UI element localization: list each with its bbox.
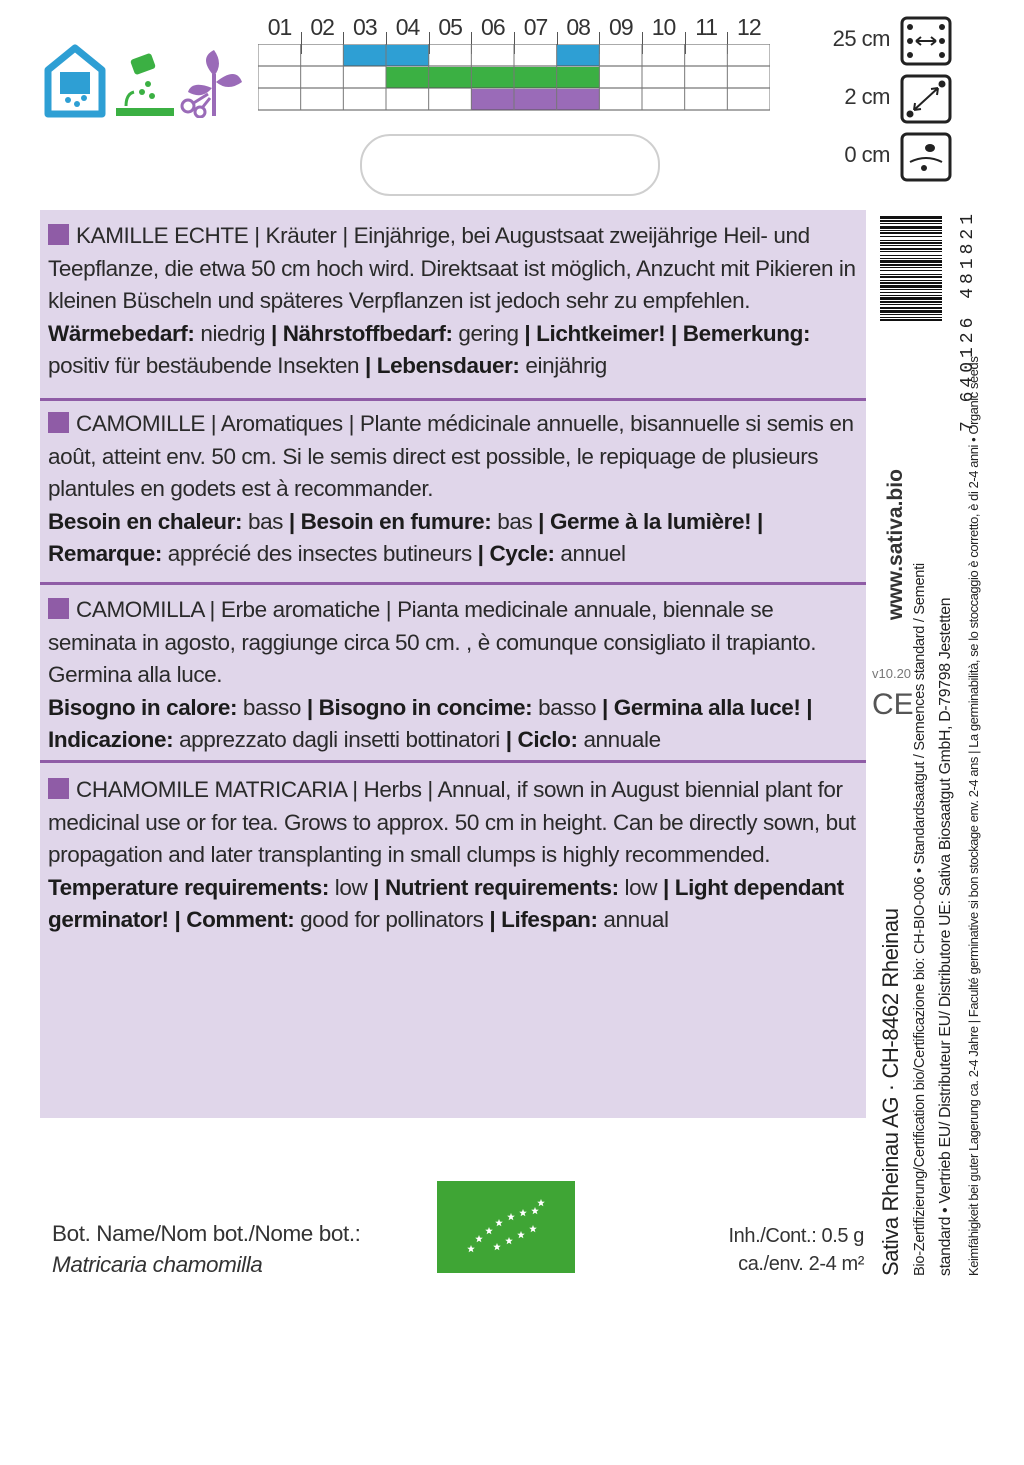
barcode-bar bbox=[880, 301, 942, 303]
hanger-hole bbox=[360, 134, 660, 196]
calendar-months bbox=[258, 14, 770, 44]
content-info bbox=[728, 1222, 864, 1278]
row-spacing-icon bbox=[900, 16, 952, 66]
section-divider bbox=[40, 760, 866, 763]
barcode-bar bbox=[880, 255, 942, 256]
attribute-separator: | bbox=[518, 320, 537, 346]
attribute-value: gering bbox=[452, 320, 519, 346]
calendar-cell-harvest bbox=[471, 89, 514, 110]
barcode bbox=[880, 214, 942, 422]
attribute-key: Light dependant germinator! bbox=[48, 874, 844, 932]
section-german bbox=[48, 220, 860, 383]
attribute-separator: | bbox=[168, 907, 187, 932]
botanical-name: Matricaria chamomilla bbox=[52, 1252, 263, 1277]
section-description bbox=[48, 408, 860, 506]
attribute-value: good for pollinators bbox=[294, 907, 484, 932]
section-italian bbox=[48, 594, 860, 757]
barcode-bar bbox=[880, 226, 942, 229]
botanical-label: Bot. Name/Nom bot./Nome bot.: bbox=[52, 1221, 361, 1246]
attribute-key: Germina alla luce! bbox=[613, 694, 801, 720]
month-label: 06 bbox=[481, 14, 505, 40]
section-text: | Aromatiques | Plante médicinale annuelle, bisannuelle si semis en août, atteint env. 50 cm. Si le semis direct est possible, le repiquage de plusieurs plantules en godets est à recommander. bbox=[48, 411, 854, 501]
calendar-cell-direct-sow bbox=[386, 67, 429, 88]
barcode-bar bbox=[880, 307, 942, 309]
attribute-value: apprécié des insectes butineurs bbox=[161, 541, 472, 566]
section-title: CHAMOMILE MATRICARIA bbox=[76, 777, 347, 802]
distributor-line: standard • Vertrieb EU/ Distributeur EU/ Distributore UE: Sativa Biosaatgut GmbH, D-79798 Jestetten bbox=[937, 597, 954, 1276]
barcode-bar bbox=[880, 280, 942, 281]
calendar-cell-sow-indoors bbox=[557, 45, 600, 66]
barcode-bar bbox=[880, 270, 942, 271]
square-bullet-icon bbox=[48, 224, 69, 245]
barcode-bar bbox=[880, 245, 942, 246]
calendar-cell-sow-indoors bbox=[386, 45, 429, 66]
attribute-key: Ciclo: bbox=[517, 727, 578, 752]
sowing-depth-icon bbox=[900, 132, 952, 182]
section-divider bbox=[40, 398, 866, 401]
attribute-key: Cycle: bbox=[489, 541, 555, 566]
content-weight: Inh./Cont.: 0.5 g bbox=[728, 1225, 864, 1247]
attribute-separator: | bbox=[265, 320, 283, 346]
barcode-bar bbox=[880, 289, 942, 290]
attribute-value: annual bbox=[597, 907, 669, 932]
attribute-value: positiv für bestäubende Insekten bbox=[48, 353, 360, 378]
section-divider bbox=[40, 582, 866, 585]
row-spacing-label: 25 cm bbox=[832, 26, 890, 51]
calendar-cell-harvest bbox=[514, 89, 557, 110]
description-panel bbox=[40, 210, 866, 1118]
attribute-value: annuel bbox=[554, 541, 626, 566]
calendar-grid bbox=[258, 44, 770, 126]
section-description bbox=[48, 594, 860, 692]
barcode-bar bbox=[880, 314, 942, 315]
barcode-bar bbox=[880, 232, 942, 234]
square-bullet-icon bbox=[48, 412, 69, 433]
calendar-cell-direct-sow bbox=[514, 67, 557, 88]
attribute-key: Nährstoffbedarf: bbox=[282, 320, 453, 346]
section-french bbox=[48, 408, 860, 571]
sowing-depth-label: 0 cm bbox=[844, 142, 890, 167]
barcode-bar bbox=[880, 292, 942, 293]
attribute-value: apprezzato dagli insetti bottinatori bbox=[173, 727, 500, 752]
month-label: 03 bbox=[353, 14, 377, 40]
attribute-separator: | bbox=[367, 874, 385, 900]
attribute-key: Lebensdauer: bbox=[376, 353, 520, 378]
square-bullet-icon bbox=[48, 778, 69, 799]
attribute-key: Nutrient requirements: bbox=[384, 874, 619, 900]
attribute-separator: | bbox=[359, 353, 377, 378]
barcode-bar bbox=[880, 295, 942, 296]
plant-spacing-icon bbox=[900, 74, 952, 124]
month-label: 12 bbox=[737, 14, 761, 40]
attribute-separator: | bbox=[596, 694, 614, 720]
attribute-value: low bbox=[328, 874, 368, 900]
plant-spacing-label: 2 cm bbox=[844, 84, 890, 109]
attribute-separator: | bbox=[471, 541, 490, 566]
row-spacing bbox=[830, 16, 1020, 66]
attribute-separator: | bbox=[657, 874, 675, 900]
attribute-value: bas bbox=[242, 508, 284, 534]
section-text: | Kräuter | Einjährige, bei Augustsaat zweijährige Heil- und Teepflanze, die etwa 50 cm hoch wird. Direktsaat ist möglich, Anzucht mit Pikieren in kleinen Büscheln und späteres Verpflanzen ist jedoch sehr zu empfehlen. bbox=[48, 223, 856, 313]
section-attributes bbox=[48, 692, 860, 757]
month-label: 09 bbox=[609, 14, 633, 40]
barcode-bar bbox=[880, 230, 942, 231]
barcode-bar bbox=[880, 276, 942, 278]
calendar-cell-sow-indoors bbox=[343, 45, 386, 66]
company-address: Sativa Rheinau AG · CH-8462 Rheinau bbox=[878, 908, 903, 1276]
website: www.sativa.bio bbox=[884, 469, 907, 620]
barcode-bar bbox=[880, 317, 942, 318]
attribute-separator: | bbox=[483, 907, 502, 932]
calendar-cell-harvest bbox=[557, 89, 600, 110]
month-label: 10 bbox=[651, 14, 676, 40]
barcode-bar bbox=[880, 310, 942, 313]
month-label: 05 bbox=[438, 14, 462, 40]
barcode-bar bbox=[880, 274, 942, 275]
barcode-bar bbox=[880, 282, 942, 284]
barcode-bar bbox=[880, 240, 942, 241]
attribute-key: Temperature requirements: bbox=[48, 874, 329, 900]
sowing-calendar bbox=[258, 14, 770, 44]
section-text: | Herbs | Annual, if sown in August biennial plant for medicinal use or for tea. Grows to approx. 50 cm in height. Can be directly sown, but propagation and later transplanting in small clumps is highly recommended. bbox=[48, 777, 856, 867]
barcode-bar bbox=[880, 220, 942, 222]
section-title: CAMOMILLA bbox=[76, 597, 204, 622]
attribute-key: Comment: bbox=[186, 907, 295, 932]
attribute-separator: | bbox=[800, 694, 813, 720]
barcode-bar bbox=[880, 260, 942, 263]
month-label: 11 bbox=[695, 14, 718, 40]
attribute-key: Germe à la lumière! bbox=[549, 508, 752, 534]
barcode-bar bbox=[880, 267, 942, 268]
attribute-separator: | bbox=[283, 508, 301, 534]
attribute-separator: | bbox=[532, 508, 550, 534]
attribute-value: einjährig bbox=[519, 353, 607, 378]
attribute-separator: | bbox=[300, 694, 319, 720]
attribute-value: low bbox=[618, 874, 658, 900]
attribute-key: Bisogno in concime: bbox=[318, 694, 533, 720]
month-label: 01 bbox=[267, 14, 292, 40]
barcode-bar bbox=[880, 251, 942, 252]
version-label: v10.20 bbox=[872, 666, 912, 681]
barcode-bar bbox=[880, 264, 942, 266]
attribute-separator: | bbox=[499, 727, 518, 752]
attribute-key: Indicazione: bbox=[48, 727, 174, 752]
harvest-scissors-icon bbox=[178, 46, 244, 118]
plant-spacing bbox=[830, 74, 1020, 124]
barcode-bar bbox=[880, 216, 942, 219]
section-description bbox=[48, 774, 860, 872]
month-label: 04 bbox=[395, 14, 420, 40]
section-attributes bbox=[48, 318, 860, 383]
attribute-key: Bemerkung: bbox=[682, 320, 811, 346]
barcode-bar bbox=[880, 223, 942, 224]
attribute-key: Wärmebedarf: bbox=[48, 320, 195, 346]
barcode-bar bbox=[880, 248, 942, 250]
attribute-value: basso bbox=[532, 694, 597, 720]
attribute-value: bas bbox=[491, 508, 533, 534]
botanical-name-block bbox=[52, 1218, 361, 1280]
section-text: | Erbe aromatiche | Pianta medicinale annuale, biennale se seminata in agosto, raggiunge circa 50 cm. , è comunque consigliato il trapianto. Germina alla luce. bbox=[48, 597, 817, 687]
month-label: 08 bbox=[566, 14, 590, 40]
barcode-number: 7 640126 481821 bbox=[958, 209, 978, 432]
coverage-area: ca./env. 2-4 m² bbox=[738, 1253, 864, 1275]
attribute-key: Remarque: bbox=[48, 541, 162, 566]
ce-mark: CE bbox=[872, 688, 914, 721]
section-title: CAMOMILLE bbox=[76, 411, 205, 436]
eu-organic-logo bbox=[437, 1181, 575, 1273]
calendar-cell-direct-sow bbox=[557, 67, 600, 88]
square-bullet-icon bbox=[48, 598, 69, 619]
attribute-value: niedrig bbox=[194, 320, 266, 346]
section-english bbox=[48, 774, 860, 937]
attribute-value: annuale bbox=[577, 727, 661, 752]
barcode-bar bbox=[880, 236, 942, 237]
calendar-cell-direct-sow bbox=[471, 67, 514, 88]
attribute-key: Lifespan: bbox=[501, 907, 598, 932]
section-title: KAMILLE ECHTE bbox=[76, 223, 249, 248]
attribute-key: Besoin en fumure: bbox=[300, 508, 492, 534]
attribute-separator: | bbox=[665, 320, 683, 346]
barcode-bar bbox=[880, 319, 942, 321]
greenhouse-icon bbox=[44, 44, 106, 118]
attribute-separator: | bbox=[751, 508, 763, 534]
sowing-icon bbox=[114, 52, 176, 118]
attribute-key: Bisogno in calore: bbox=[48, 694, 238, 720]
sowing-depth bbox=[830, 132, 1020, 182]
calendar-cell-direct-sow bbox=[429, 67, 472, 88]
barcode-bar bbox=[880, 258, 942, 259]
certification-line: Bio-Zertifizierung/Certification bio/Certificazione bio: CH-BIO-006 • Standardsaatgut / Semences standard / Sementi bbox=[912, 563, 928, 1276]
attribute-key: Besoin en chaleur: bbox=[48, 508, 243, 534]
attribute-value: basso bbox=[237, 694, 301, 720]
barcode-bar bbox=[880, 304, 942, 305]
section-description bbox=[48, 220, 860, 318]
section-attributes bbox=[48, 506, 860, 571]
section-attributes bbox=[48, 872, 860, 937]
month-label: 02 bbox=[310, 14, 334, 40]
month-label: 07 bbox=[523, 14, 548, 40]
attribute-key: Lichtkeimer! bbox=[536, 320, 666, 346]
barcode-bar bbox=[880, 297, 942, 300]
barcode-bar bbox=[880, 242, 942, 244]
germination-line: Keimfähigkeit bei guter Lagerung ca. 2-4 Jahre | Faculté germinative si bon stockage env. 2-4 ans | La germinabilità, se lo stoccaggio è corretto, è di 2-4 anni • Organic seeds bbox=[966, 356, 981, 1276]
barcode-bar bbox=[880, 285, 942, 288]
